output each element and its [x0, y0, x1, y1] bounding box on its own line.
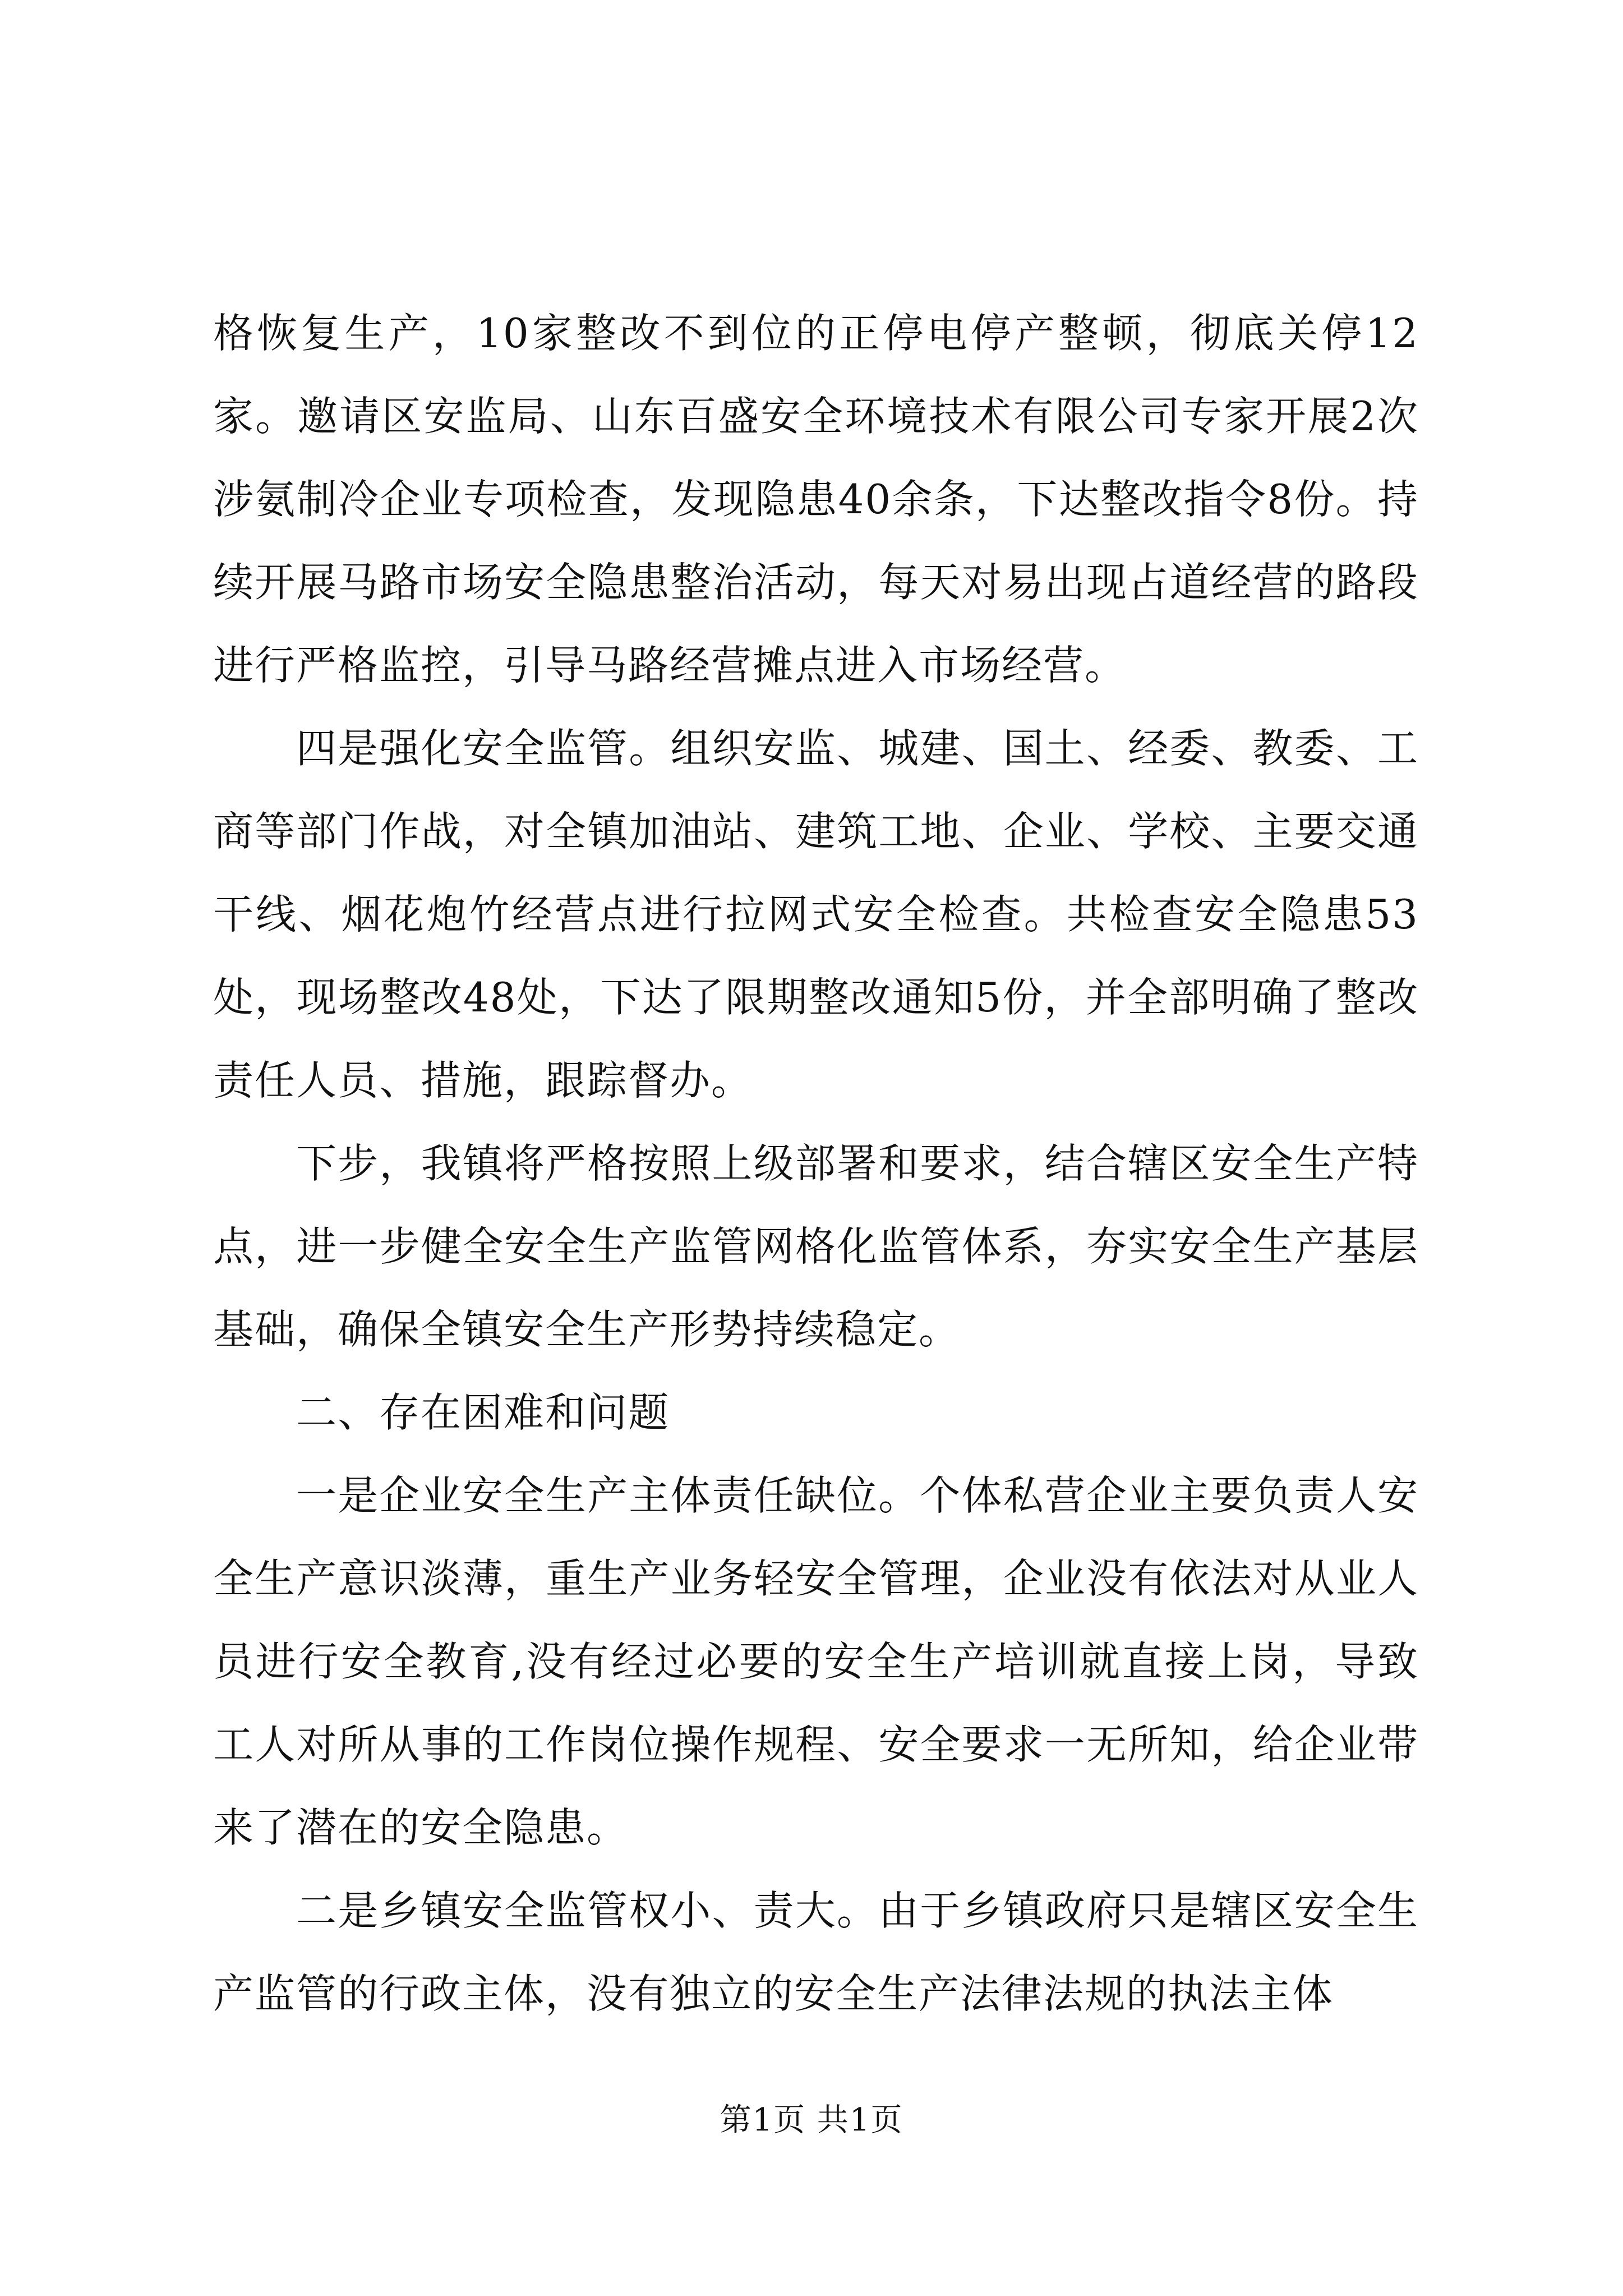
document-body: [213, 292, 1419, 2035]
paragraph-enterprise-responsibility: 一是企业安全生产主体责任缺位。个体私营企业主要负责人安全生产意识淡薄，重生产业务轻安全管理，企业没有依法对从业人员进行安全教育,没有经过必要的安全生产培训就直接上岗，导致工人对所从事的工作岗位操作规程、安全要求一无所知，给企业带来了潜在的安全隐患。: [213, 1472, 1419, 1851]
page-number-footer: 第1页 共1页: [720, 2102, 903, 2138]
section-heading-difficulties: 二、存在困难和问题: [296, 1389, 670, 1436]
paragraph-continuation: 格恢复生产，10家整改不到位的正停电停产整顿，彻底关停12家。邀请区安监局、山东百盛安全环境技术有限公司专家开展2次涉氨制冷企业专项检查，发现隐患40余条，下达整改指令8份。持续开展马路市场安全隐患整治活动，每天对易出现占道经营的路段进行严格监控，引导马路经营摊点进入市场经营。: [213, 310, 1419, 689]
paragraph-strengthen-supervision: 四是强化安全监管。组织安监、城建、国土、经委、教委、工商等部门作战，对全镇加油站、建筑工地、企业、学校、主要交通干线、烟花炮竹经营点进行拉网式安全检查。共检查安全隐患53处，现场整改48处，下达了限期整改通知5份，并全部明确了整改责任人员、措施，跟踪督办。: [213, 725, 1419, 1104]
paragraph-next-steps: 下步，我镇将严格按照上级部署和要求，结合辖区安全生产特点，进一步健全安全生产监管网格化监管体系，夯实安全生产基层基础，确保全镇安全生产形势持续稳定。: [213, 1140, 1419, 1353]
paragraph-township-supervision: 二是乡镇安全监管权小、责大。由于乡镇政府只是辖区安全生产监管的行政主体，没有独立的安全生产法律法规的执法主体: [213, 1887, 1419, 2017]
